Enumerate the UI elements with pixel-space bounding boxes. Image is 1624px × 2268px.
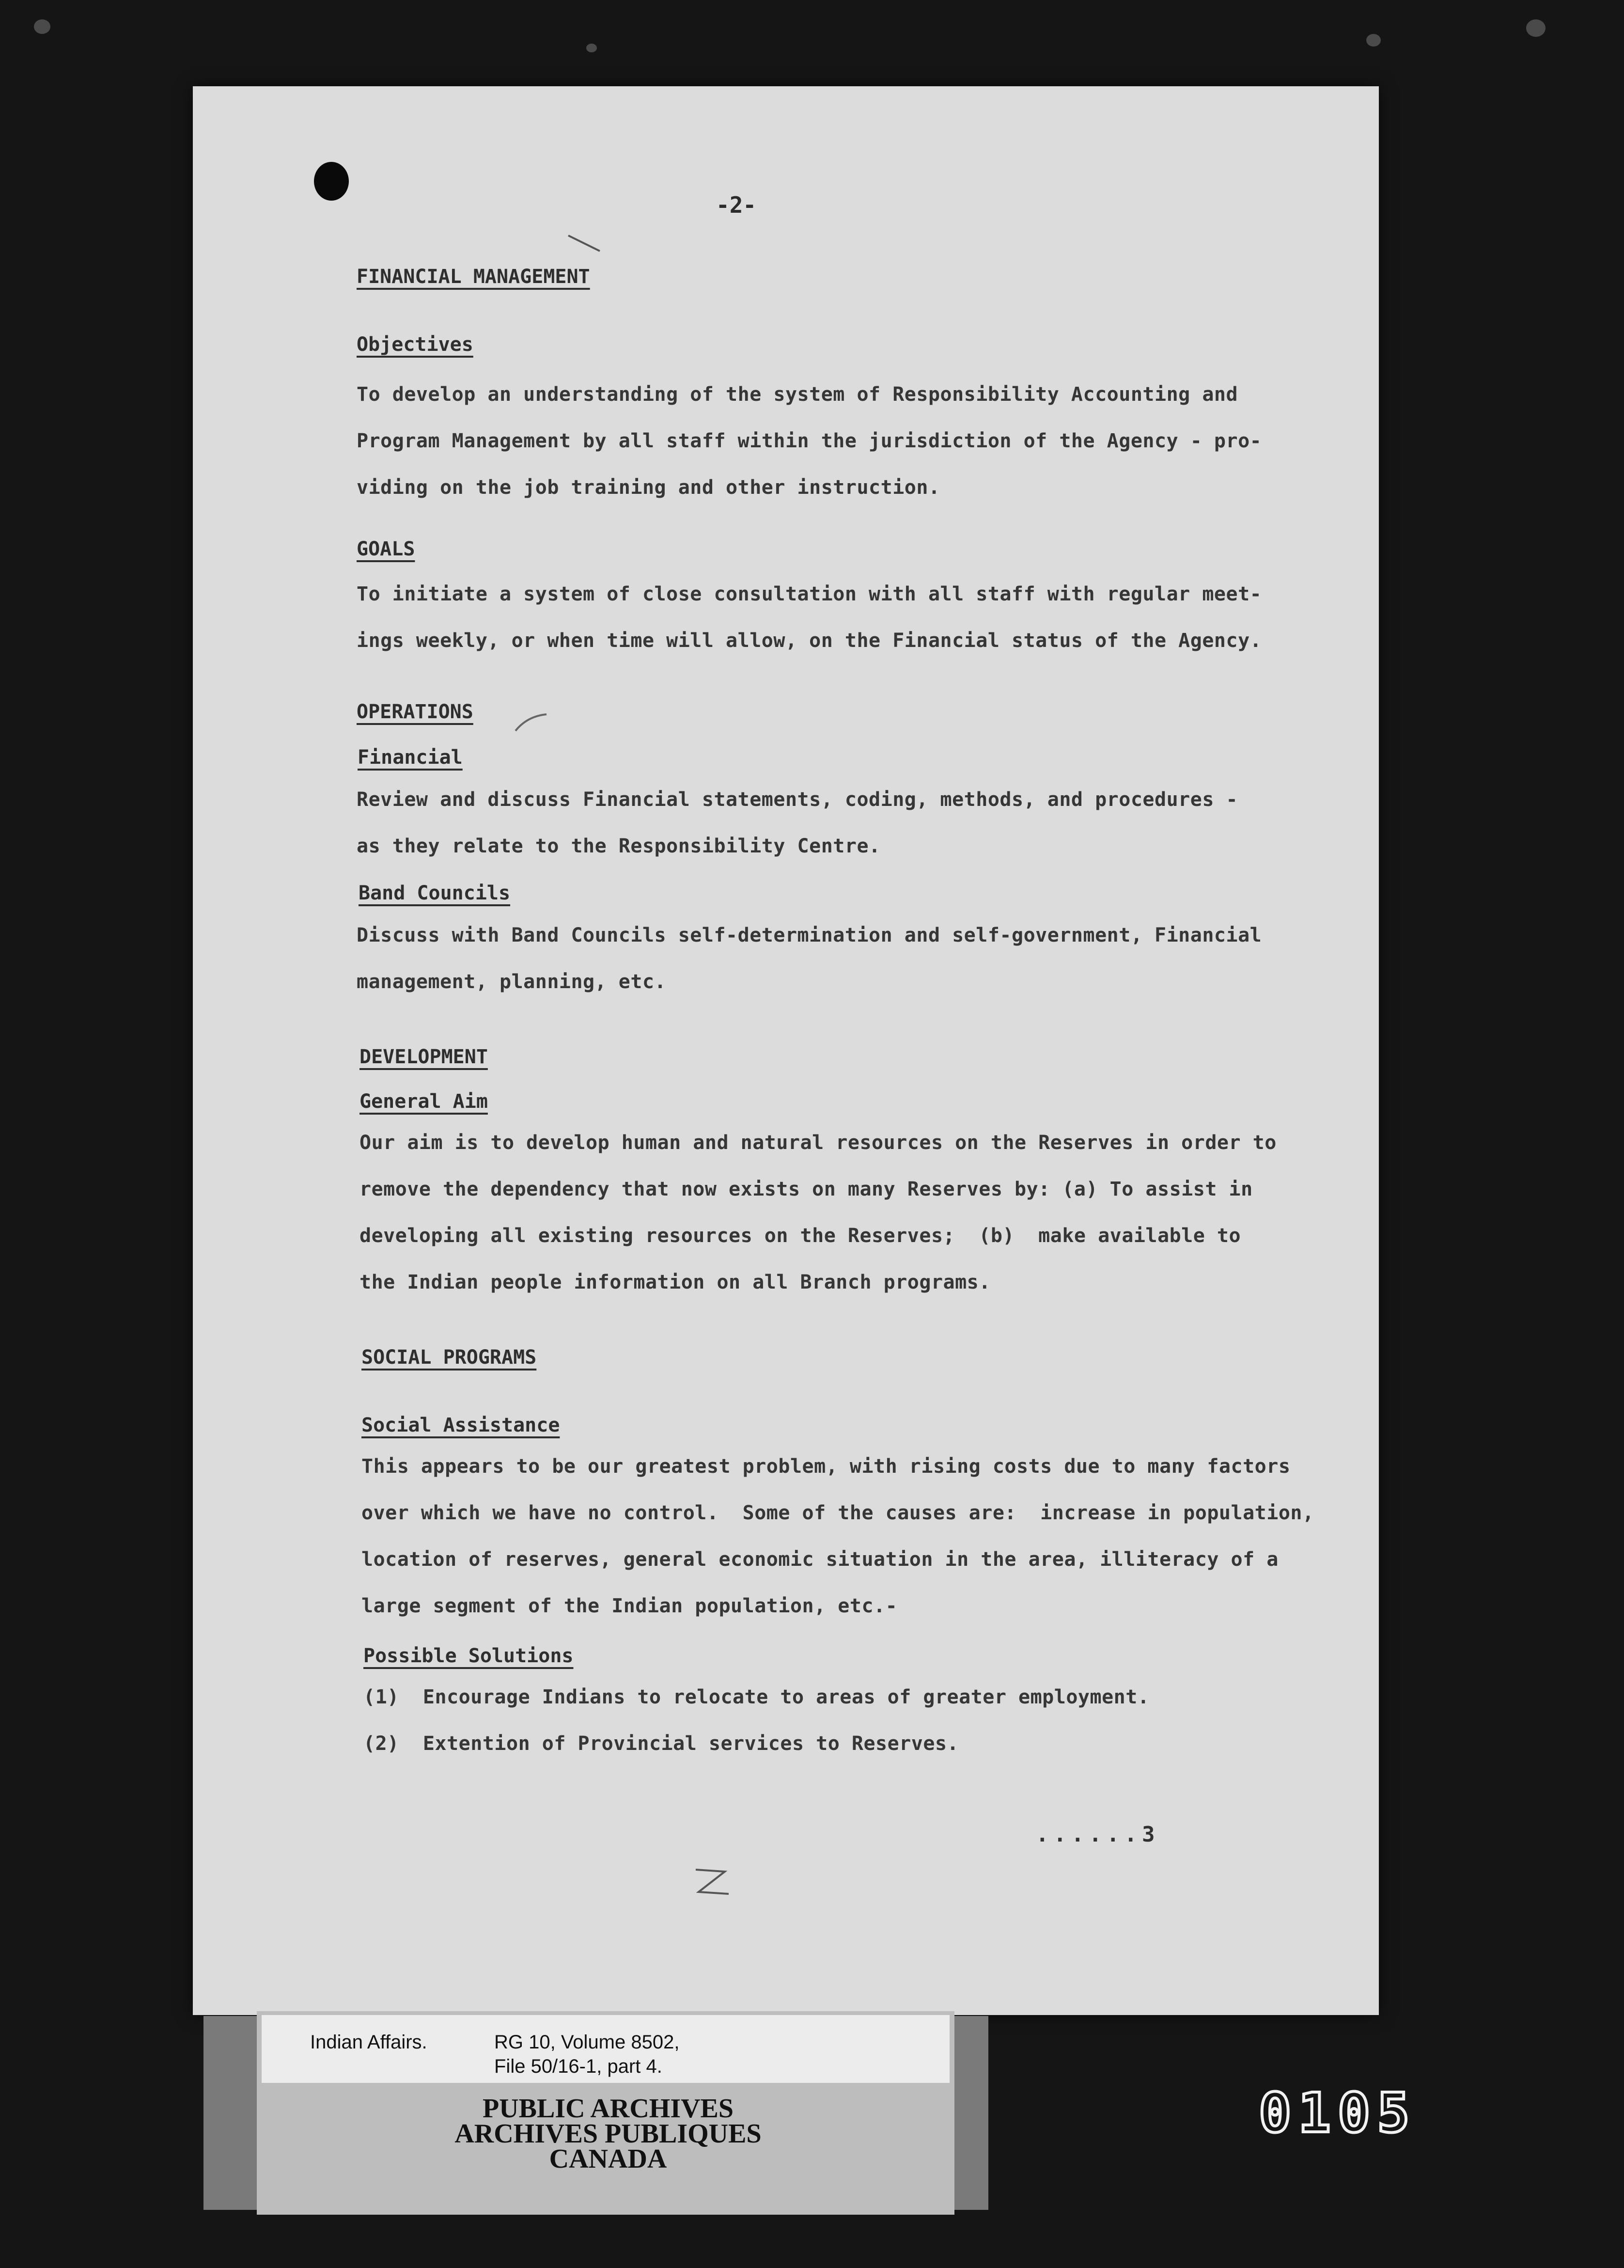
continued-marker: ......3 [1036,1822,1160,1847]
text-line: Review and discuss Financial statements, coding, methods, and procedures - [357,788,1238,811]
text-line: Discuss with Band Councils self-determination and self-government, Financial [357,924,1262,946]
objectives-heading: Objectives [357,333,473,356]
list-item: (2) Extention of Provincial services to Reserves. [363,1732,959,1755]
general-aim-text [359,1119,1391,1306]
section-title-development: DEVELOPMENT [359,1046,488,1068]
text-line: large segment of the Indian population, etc.- [361,1595,898,1617]
label-fonds: Indian Affairs. [310,2032,427,2053]
text-line: To develop an understanding of the system of Responsibility Accounting and [357,383,1238,406]
label-reference-line1: RG 10, Volume 8502, [494,2032,680,2053]
text-line: location of reserves, general economic situation in the area, illiteracy of a [361,1548,1279,1571]
text-line: over which we have no control. Some of the causes are: increase in population, [361,1502,1314,1524]
goals-text [357,571,1389,664]
punch-hole [314,162,349,201]
film-speck [1366,34,1381,47]
possible-solutions-heading: Possible Solutions [363,1645,574,1667]
frame-number: 0105 [1259,2082,1417,2145]
social-assistance-heading: Social Assistance [361,1414,560,1436]
text-line: ings weekly, or when time will allow, on the Financial status of the Agency. [357,630,1262,652]
section-title-operations: OPERATIONS [357,701,473,723]
archives-name-fr: ARCHIVES PUBLIQUES [454,2119,762,2149]
film-speck [1526,19,1546,37]
film-speck [586,44,597,52]
possible-solutions-list [363,1674,1395,1767]
page-number: -2- [716,192,757,218]
text-line: Our aim is to develop human and natural resources on the Reserves in order to [359,1132,1277,1154]
financial-text [357,776,1389,869]
text-line: developing all existing resources on the Reserves; (b) make available to [359,1225,1241,1247]
goals-heading: GOALS [357,538,415,560]
text-line: viding on the job training and other instruction. [357,476,940,499]
pencil-mark [691,1865,734,1899]
text-line: Program Management by all staff within the jurisdiction of the Agency - pro- [357,430,1262,452]
document-page [193,86,1379,2015]
section-title-financial-management: FINANCIAL MANAGEMENT [357,266,590,288]
text-line: This appears to be our greatest problem, with rising costs due to many factors [361,1455,1291,1478]
general-aim-heading: General Aim [359,1090,488,1113]
list-item: (1) Encourage Indians to relocate to areas of greater employment. [363,1686,1150,1708]
text-line: the Indian people information on all Branch programs. [359,1271,991,1293]
text-line: management, planning, etc. [357,971,667,993]
financial-heading: Financial [358,746,463,769]
band-councils-heading: Band Councils [359,882,511,904]
pencil-mark [566,232,605,256]
text-line: remove the dependency that now exists on many Reserves by: (a) To assist in [359,1178,1253,1200]
text-line: as they relate to the Responsibility Centre. [357,835,881,857]
archives-stamp [315,2096,901,2172]
section-title-social-programs: SOCIAL PROGRAMS [361,1346,537,1369]
social-assistance-text [361,1443,1393,1629]
film-speck [34,19,50,34]
pencil-mark [513,711,551,736]
archives-country: CANADA [549,2144,667,2174]
text-line: To initiate a system of close consultation with all staff with regular meet- [357,583,1262,605]
label-reference-line2: File 50/16-1, part 4. [494,2056,662,2077]
archives-name-en: PUBLIC ARCHIVES [482,2094,734,2124]
objectives-text [357,371,1389,511]
band-councils-text [357,912,1389,1005]
